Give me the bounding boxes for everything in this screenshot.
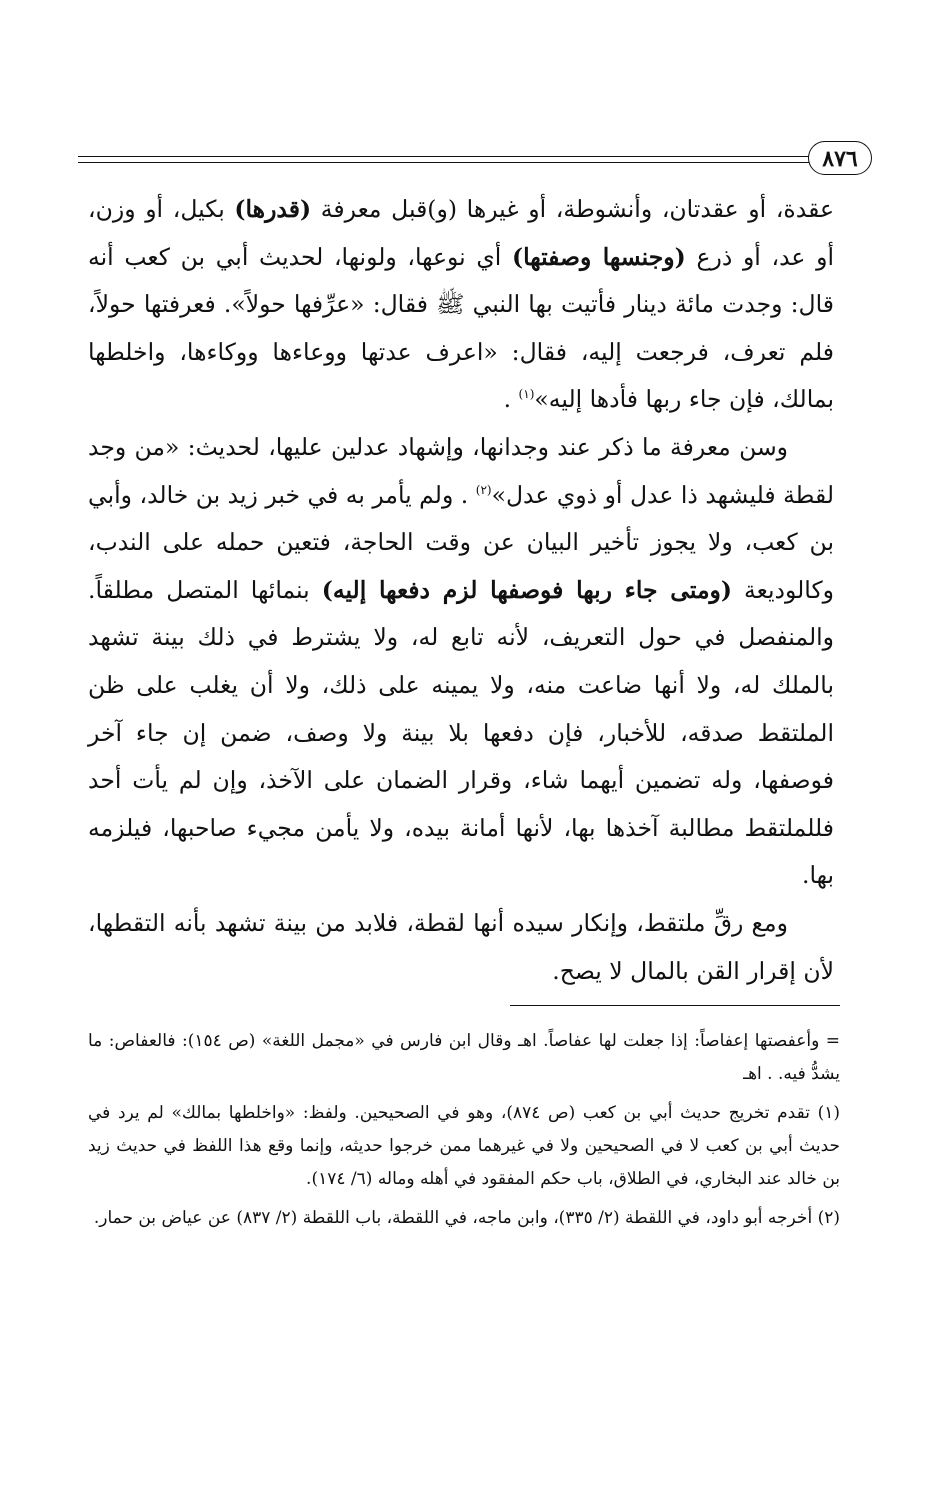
- footnotes: [88, 1025, 840, 1241]
- text-run: بكيل، أو وزن، أو عد، أو ذرع: [88, 195, 834, 271]
- bold-text: (قدرها): [234, 195, 312, 223]
- text-run: . ولم يأمر به في خبر زيد بن خالد، وأبي بن كعب، ولا يجوز تأخير البيان عن وقت الحاجة، فتعين حمله على الندب، وكالوديعة: [88, 480, 834, 604]
- bold-text: (وجنسها وصفتها): [511, 242, 686, 271]
- paragraph: [88, 186, 834, 424]
- text-run: عقدة، أو عقدتان، وأنشوطة، أو غيرها (و)قبل معرفة: [311, 195, 834, 223]
- main-text: [88, 186, 834, 995]
- footnote-ref[interactable]: (١): [518, 387, 535, 402]
- text-run: بنمائها المتصل مطلقاً. والمنفصل في حول التعريف، لأنه تابع له، ولا يشترط في ذلك بينة تشهد بالملك له، ولا أنها ضاعت منه، ولا يمينه على ذلك، ولا أن يغلب على ظن الملتقط صدقه، للأخبار، فإن دفعها بلا بينة ولا وصف، ضمن إن جاء آخر فوصفها، وله تضمين أيهما شاء، وقرار الضمان على الآخذ، وإن لم يأت أحد فللملتقط مطالبة آخذها بها، لأنها أمانة بيده، ولا يأمن مجيء صاحبها، فيلزمه بها.: [88, 575, 834, 890]
- text-run: ومع رقِّ ملتقط، وإنكار سيده أنها لقطة، فلابد من بينة تشهد بأنه التقطها، لأن إقرار القن بالمال لا يصح.: [88, 908, 834, 985]
- paragraph: [88, 424, 834, 900]
- text-run: وسن معرفة ما ذكر عند وجدانها، وإشهاد عدلين عليها، لحديث: «من وجد لقطة فليشهد ذا عدل أو ذوي عدل»: [88, 432, 834, 509]
- footnote-ref[interactable]: (٢): [475, 482, 492, 497]
- paragraph: [88, 900, 834, 995]
- footnote: (١) تقدم تخريج حديث أبي بن كعب (ص ٨٧٤)، وهو في الصحيحين. ولفظ: «واخلطها بمالك» لم يرد في حديث أبي بن كعب لا في الصحيحين ولا في غيرهما ممن خرجوا حديثه، وإنما وقع هذا اللفظ في حديث زيد بن خالد عند البخاري، في الطلاق، باب حكم المفقود في أهله وماله (٦/ ١٧٤).: [88, 1103, 841, 1189]
- text-run: أي نوعها، ولونها، لحديث أبي بن كعب أنه قال: وجدت مائة دينار فأتيت بها النبي ﷺ فقال: «عرِّفها حولاً». فعرفتها حولاً، فلم تعرف، فرجعت إليه، فقال: «اعرف عدتها ووعاءها ووكاءها، واخلطها بمالك، فإن جاء ربها فأدها إليه»: [88, 242, 834, 414]
- page-number: ٨٧٦: [808, 141, 872, 175]
- footnote: (٢) أخرجه أبو داود، في اللقطة (٢/ ٣٣٥)، وابن ماجه، في اللقطة، باب اللقطة (٢/ ٨٣٧) عن عياض بن حمار.: [93, 1208, 840, 1228]
- header-rule: [78, 156, 814, 163]
- text-run: .: [503, 385, 519, 414]
- bold-text: (ومتى جاء ربها فوصفها لزم دفعها إليه): [321, 575, 732, 604]
- footnote-rule: [510, 1005, 840, 1006]
- footnote: = وأعفصتها إعفاصاً: إذا جعلت لها عفاصاً. اهـ وقال ابن فارس في «مجمل اللغة» (ص ١٥٤): فالعفاص: ما يشدُّ فيه. . اهـ: [88, 1031, 841, 1084]
